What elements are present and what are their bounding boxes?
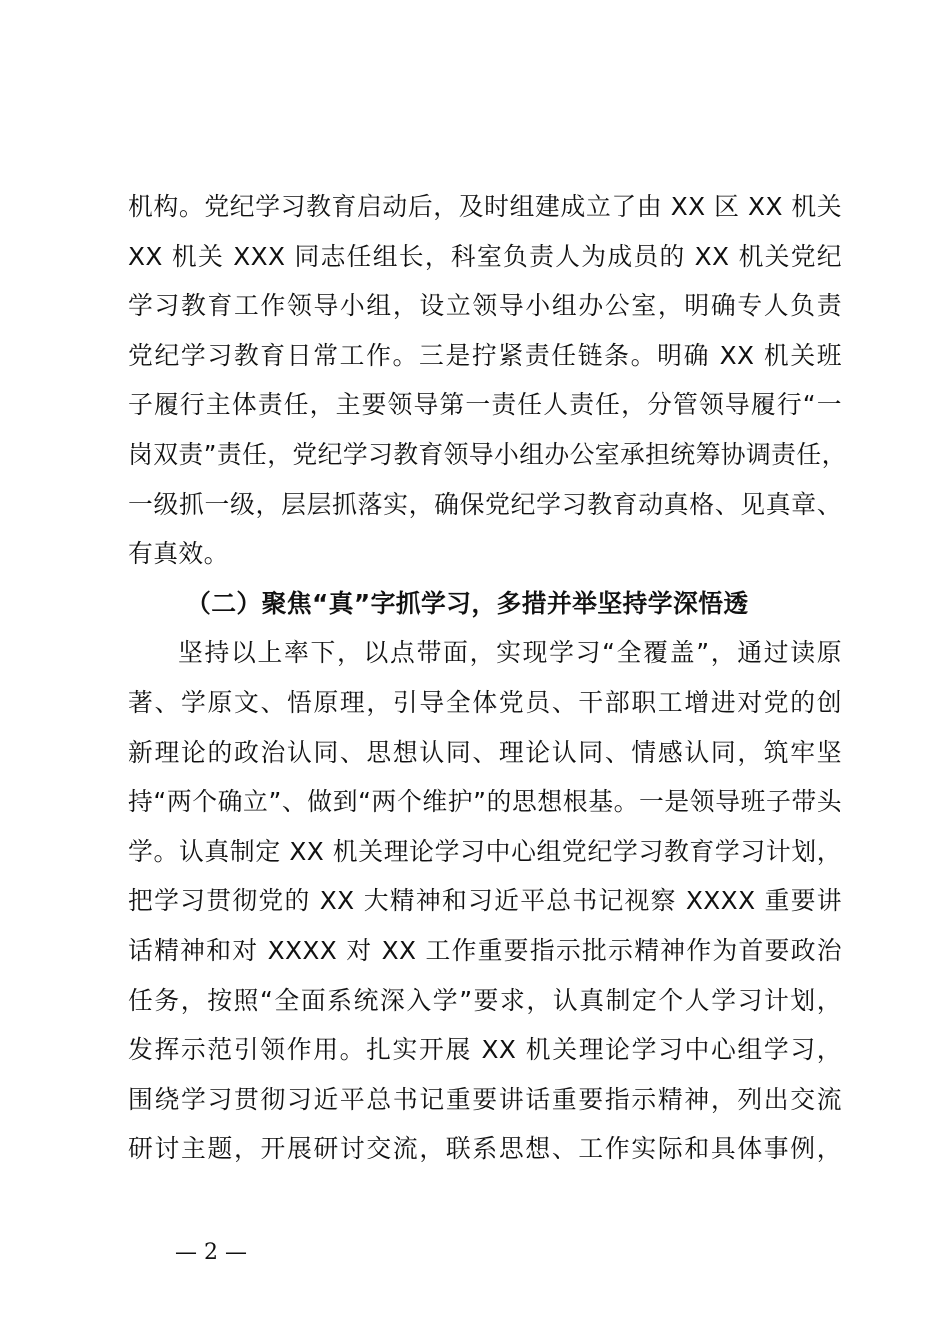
page-number: — 2 — (175, 1240, 247, 1265)
paragraph-line: 机构。党纪学习教育启动后，及时组建成立了由 XX 区 XX 机关 (128, 192, 842, 221)
paragraph-line: 岗双责”责任，党纪学习教育领导小组办公室承担统筹协调责任， (128, 439, 847, 469)
paragraph-line: 把学习贯彻党的 XX 大精神和习近平总书记视察 XXXX 重要讲 (128, 886, 842, 916)
body-text (128, 182, 847, 1174)
paragraph-line: 围绕学习贯彻习近平总书记重要讲话重要指示精神，列出交流 (128, 1084, 842, 1114)
paragraph-line: 发挥示范引领作用。扎实开展 XX 机关理论学习中心组学习， (128, 1035, 842, 1065)
paragraph-line: 学。认真制定 XX 机关理论学习中心组党纪学习教育学习计划， (128, 836, 842, 866)
paragraph-line: 任务，按照“全面系统深入学”要求，认真制定个人学习计划， (128, 985, 842, 1015)
paragraph-line: 持“两个确立”、做到“两个维护”的思想根基。一是领导班子带头 (128, 787, 842, 817)
section-heading: （二）聚焦“真”字抓学习，多措并举坚持学深悟透 (186, 588, 749, 618)
paragraph-line: 著、学原文、悟原理，引导全体党员、干部职工增进对党的创 (128, 687, 842, 717)
paragraph-line: 话精神和对 XXXX 对 XX 工作重要指示批示精神作为首要政治 (128, 935, 842, 965)
paragraph-line: 研讨主题，开展研讨交流，联系思想、工作实际和具体事例， (128, 1134, 842, 1164)
paragraph-line: 党纪学习教育日常工作。三是拧紧责任链条。明确 XX 机关班 (128, 340, 842, 370)
paragraph-line: 子履行主体责任，主要领导第一责任人责任，分管领导履行“一 (128, 390, 842, 420)
paragraph-line: 坚持以上率下，以点带面，实现学习“全覆盖”，通过读原 (178, 638, 842, 668)
paragraph-line: XX 机关 XXX 同志任组长，科室负责人为成员的 XX 机关党纪 (128, 241, 842, 271)
paragraph-line: 有真效。 (128, 539, 229, 569)
paragraph-line: 新理论的政治认同、思想认同、理论认同、情感认同，筑牢坚 (128, 737, 842, 767)
paragraph-line: 一级抓一级，层层抓落实，确保党纪学习教育动真格、见真章、 (128, 489, 842, 519)
paragraph-line: 学习教育工作领导小组，设立领导小组办公室，明确专人负责 (128, 291, 842, 321)
